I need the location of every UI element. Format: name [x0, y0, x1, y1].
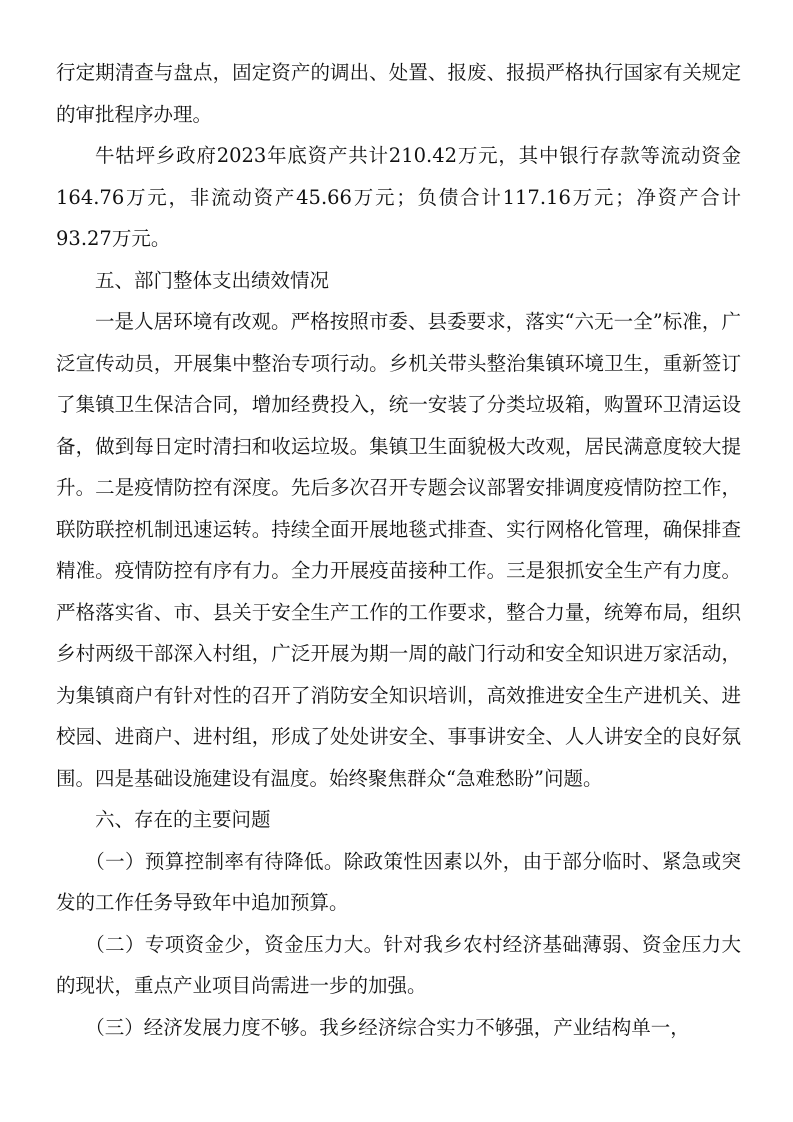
paragraph-problem-3: （三）经济发展力度不够。我乡经济综合实力不够强，产业结构单一，	[85, 1015, 690, 1039]
document-body	[56, 52, 741, 1048]
paragraph-problem-1: （一）预算控制率有待降低。除政策性因素以外，由于部分临时、紧急或突发的工作任务导致年中追加预算。	[56, 849, 741, 914]
paragraph-performance-details: 一是人居环境有改观。严格按照市委、县委要求，落实“六无一全”标准，广泛宣传动员，开展集中整治专项行动。乡机关带头整治集镇环境卫生，重新签订了集镇卫生保洁合同，增加经费投入，统一安装了分类垃圾箱，购置环卫清运设备，做到每日定时清扫和收运垃圾。集镇卫生面貌极大改观，居民满意度较大提升。二是疫情防控有深度。先后多次召开专题会议部署安排调度疫情防控工作，联防联控机制迅速运转。持续全面开展地毯式排查、实行网格化管理，确保排查精准。疫情防控有序有力。全力开展疫苗接种工作。三是狠抓安全生产有力度。严格落实省、市、县关于安全生产工作的工作要求，整合力量，统筹布局，组织乡村两级干部深入村组，广泛开展为期一周的敲门行动和安全知识进万家活动，为集镇商户有针对性的召开了消防安全知识培训，高效推进安全生产进机关、进校园、进商户、进村组，形成了处处讲安全、事事讲安全、人人讲安全的良好氛围。四是基础设施建设有温度。始终聚焦群众“急难愁盼”问题。	[56, 310, 741, 790]
section-heading-problems: 六、存在的主要问题	[95, 808, 271, 831]
paragraph-asset-management-continued: 行定期清查与盘点，固定资产的调出、处置、报废、报损严格执行国家有关规定的审批程序办理。	[56, 61, 741, 126]
section-heading-performance: 五、部门整体支出绩效情况	[95, 268, 330, 292]
paragraph-problem-2: （二）专项资金少，资金压力大。针对我乡农村经济基础薄弱、资金压力大的现状，重点产业项目尚需进一步的加强。	[56, 932, 741, 997]
paragraph-asset-summary: 牛牯坪乡政府2023年底资产共计210.42万元，其中银行存款等流动资金164.76万元，非流动资产45.66万元；负债合计117.16万元；净资产合计93.27万元。	[56, 144, 741, 250]
